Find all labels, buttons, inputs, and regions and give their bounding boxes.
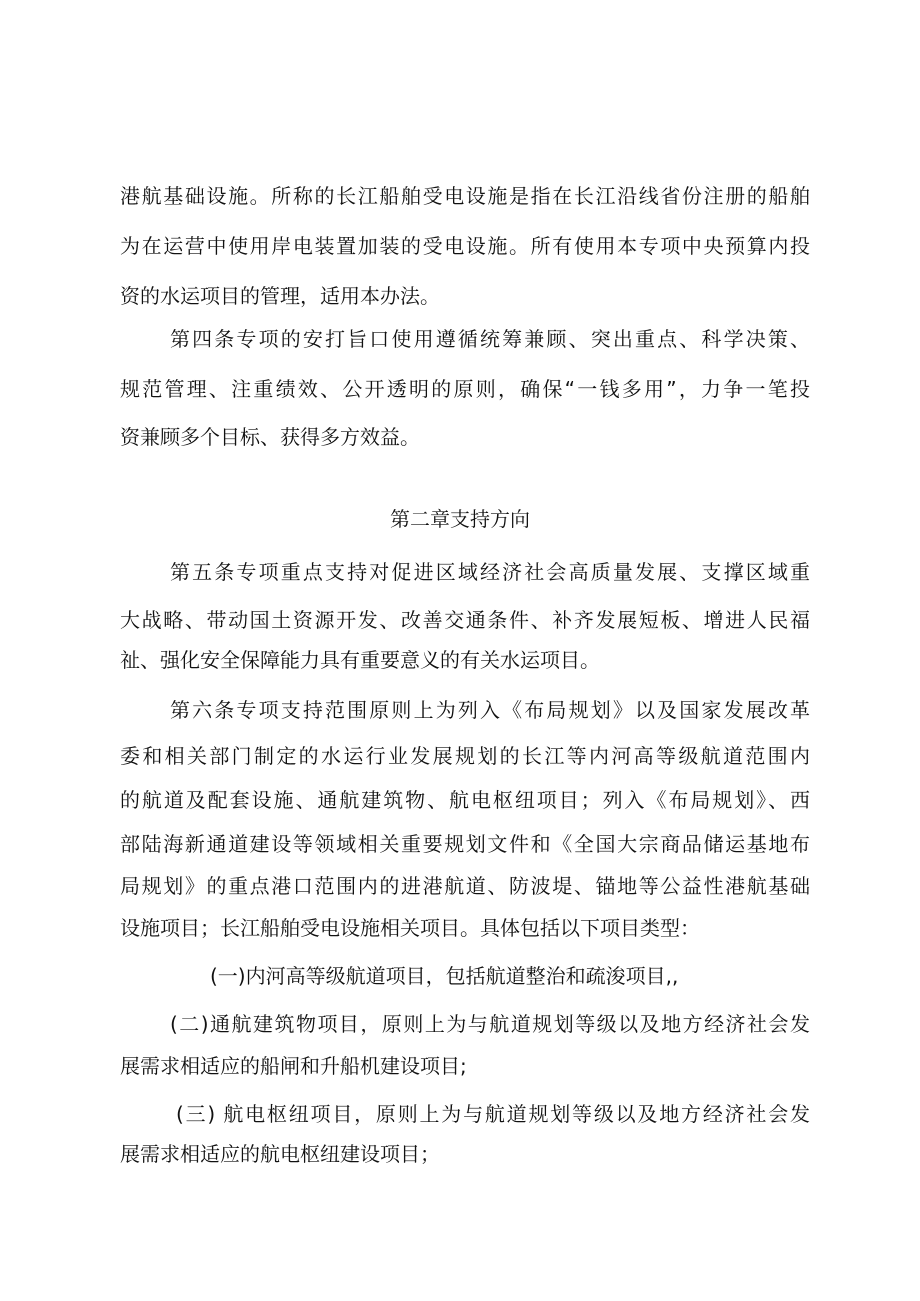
para1-line-1: 港航基础设施。所称的长江船舶受电设施是指在长江沿线省份注册的船舶 <box>120 184 810 208</box>
article5-line-3: 祉、强化安全保障能力具有重要意义的有关水运项目。 <box>120 648 600 672</box>
article6-line-4: 部陆海新通道建设等领域相关重要规划文件和《全国大宗商品储运基地布 <box>120 832 810 856</box>
item1-line: (一)内河高等级航道项目，包括航道整治和疏浚项目,, <box>210 964 679 988</box>
article4-line-1: 第四条专项的安打旨口使用遵循统筹兼顾、突出重点、科学决策、 <box>170 327 810 351</box>
article5-line-2: 大战略、带动国土资源开发、改善交通条件、补齐发展短板、增进人民福 <box>120 608 810 632</box>
article6-line-3: 的航道及配套设施、通航建筑物、航电枢纽项目；列入《布局规划》、西 <box>120 788 810 812</box>
item3-line-1: (三) 航电枢纽项目，原则上为与航道规划等级以及地方经济社会发 <box>176 1102 810 1126</box>
item2-line-1: (二)通航建筑物项目，原则上为与航道规划等级以及地方经济社会发 <box>170 1012 810 1036</box>
article6-line-5: 局规划》的重点港口范围内的进港航道、防波堤、锚地等公益性港航基础 <box>120 874 810 898</box>
item2-line-2: 展需求相适应的船闸和升船机建设项目; <box>120 1054 467 1078</box>
article4-line-2: 规范管理、注重绩效、公开透明的原则，确保“一钱多用”，力争一笔投 <box>120 377 810 401</box>
article5-line-1: 第五条专项重点支持对促进区域经济社会高质量发展、支撑区域重 <box>170 560 810 584</box>
article4-line-3: 资兼顾多个目标、获得多方效益。 <box>120 425 420 449</box>
item3-line-2: 展需求相适应的航电枢纽建设项目； <box>120 1142 440 1166</box>
article6-line-2: 委和相关部门制定的水运行业发展规划的长江等内河高等级航道范围内 <box>120 744 810 768</box>
article6-line-6: 设施项目；长江船舶受电设施相关项目。具体包括以下项目类型： <box>120 916 700 940</box>
para1-line-3: 资的水运项目的管理，适用本办法。 <box>120 284 440 308</box>
para1-line-2: 为在运营中使用岸电装置加装的受电设施。所有使用本专项中央预算内投 <box>120 234 810 258</box>
chapter-title: 第二章支持方向 <box>390 507 530 531</box>
article6-line-1: 第六条专项支持范围原则上为列入《布局规划》以及国家发展改革 <box>170 698 810 722</box>
